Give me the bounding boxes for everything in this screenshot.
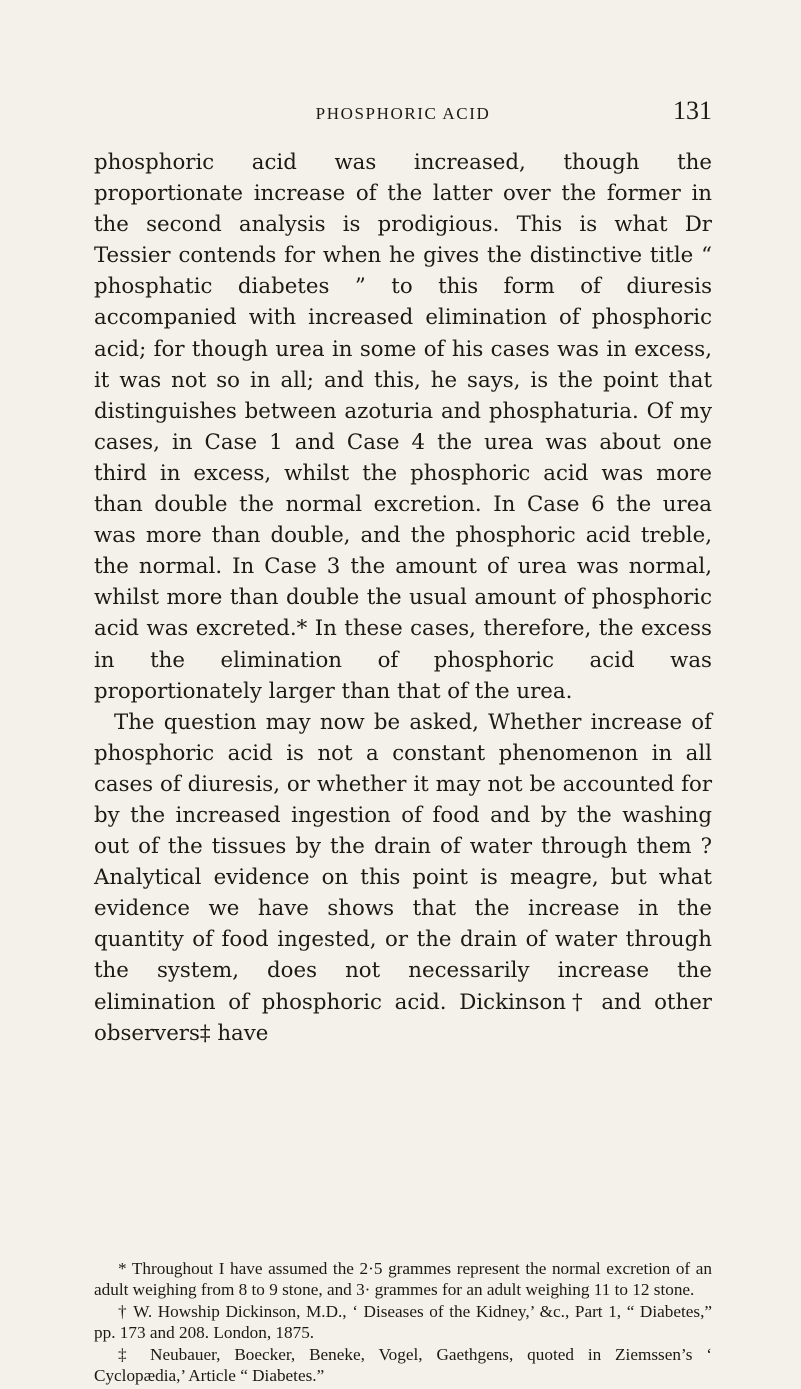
footnote: ‡ Neubauer, Boecker, Beneke, Vogel, Gaethgens, quoted in Ziemssen’s ‘ Cyclopædia,’ Article “ Diabetes.”: [94, 1344, 712, 1386]
paragraph: The question may now be asked, Whether increase of phosphoric acid is not a constant phenomenon in all cases of diuresis, or whether it may not be accounted for by the increased ingestion of food and by the washing out of the tissues by the drain of water through them ? Analytical evidence on this point is meagre, but what evidence we have shows that the increase in the quantity of food ingested, or the drain of water through the system, does not necessarily increase the elimination of phosphoric acid. Dickinson† and other observers‡ have: [94, 709, 712, 1046]
footnote: * Throughout I have assumed the 2·5 grammes represent the normal excretion of an adult weighing from 8 to 9 stone, and 3· grammes for an adult weighing 11 to 12 stone.: [94, 1259, 712, 1300]
running-head: [94, 96, 712, 130]
running-title: PHOSPHORIC ACID: [315, 104, 491, 123]
paragraph: phosphoric acid was increased, though the proportionate increase of the latter over the former in the second analysis is prodigious. This is what Dr Tessier contends for when he gives the distinctive title “ phosphatic diabetes ” to this form of diuresis accompanied with increased elimination of phosphoric acid; for though urea in some of his cases was in excess, it was not so in all; and this, he says, is the point that distinguishes between azoturia and phosphaturia. Of my cases, in Case 1 and Case 4 the urea was about one third in excess, whilst the phosphoric acid was more than double the normal excretion. In Case 6 the urea was more than double, and the phosphoric acid treble, the normal. In Case 3 the amount of urea was normal, whilst more than double the usual amount of phosphoric acid was excreted.* In these cases, therefore, the excess in the elimination of phosphoric acid was proportionately larger than that of the urea.: [94, 150, 712, 704]
footnotes: [94, 1258, 712, 1386]
footnote: † W. Howship Dickinson, M.D., ‘ Diseases of the Kidney,’ &c., Part 1, “ Diabetes,” pp. 173 and 208. London, 1875.: [94, 1301, 712, 1343]
page-number: 131: [673, 96, 712, 125]
body-text: [94, 147, 712, 1049]
